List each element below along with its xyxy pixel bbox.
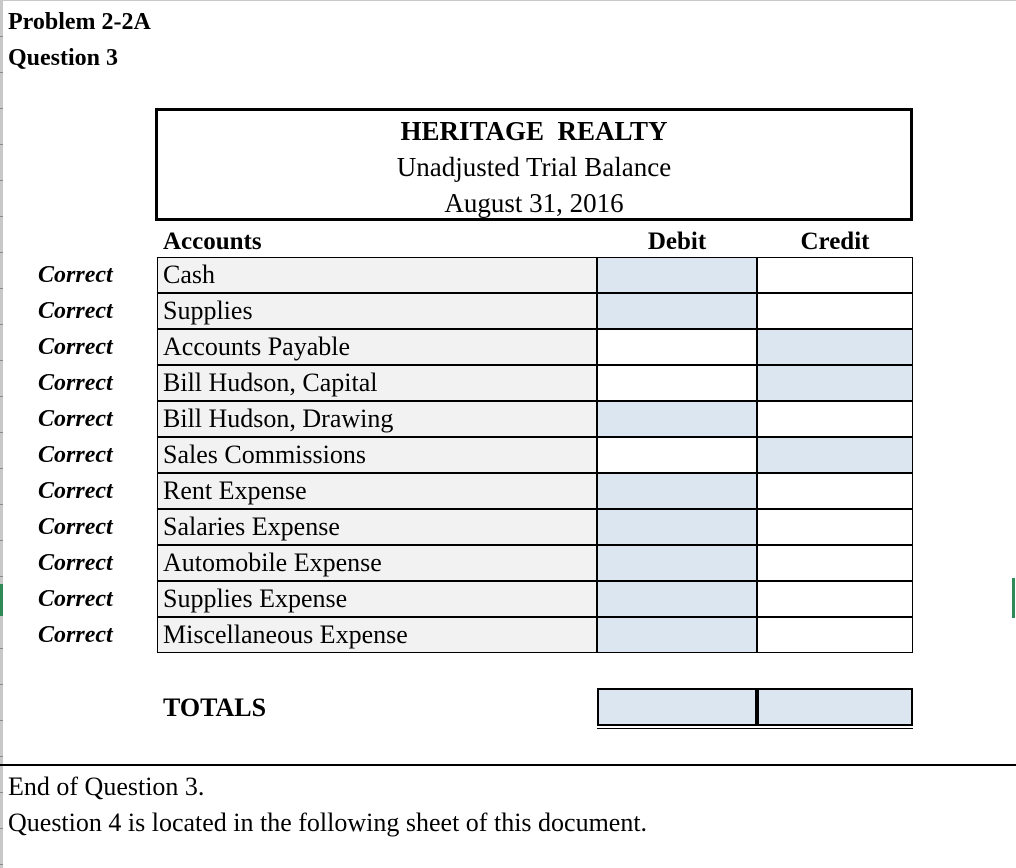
debit-column-header: Debit xyxy=(647,228,707,255)
totals-double-underline xyxy=(597,728,913,729)
statement-name: Unadjusted Trial Balance xyxy=(396,152,672,182)
row-status: Correct xyxy=(38,514,113,540)
sheet-left-border xyxy=(0,0,3,868)
account-name-cell: Cash xyxy=(157,257,597,293)
row-status: Correct xyxy=(38,406,113,432)
row-status: Correct xyxy=(38,298,113,324)
credit-input-cell[interactable] xyxy=(757,329,913,365)
debit-input-cell[interactable] xyxy=(597,617,757,653)
debit-input-cell[interactable] xyxy=(597,473,757,509)
row-gridline-tick xyxy=(0,648,3,649)
row-gridline-tick xyxy=(0,216,3,217)
accounts-column-header: Accounts xyxy=(163,228,262,255)
end-of-question-text: End of Question 3. xyxy=(8,772,205,801)
company-name: HERITAGE REALTY xyxy=(400,116,668,146)
account-name-cell: Supplies xyxy=(157,293,597,329)
credit-input-cell[interactable] xyxy=(757,473,913,509)
question-heading: Question 3 xyxy=(8,45,119,71)
debit-input-cell[interactable] xyxy=(597,509,757,545)
credit-input-cell[interactable] xyxy=(757,401,913,437)
row-gridline-tick xyxy=(0,144,3,145)
credit-input-cell[interactable] xyxy=(757,293,913,329)
row-gridline-tick xyxy=(0,108,3,109)
row-gridline-tick xyxy=(0,828,3,829)
credit-input-cell[interactable] xyxy=(757,545,913,581)
row-gridline-tick xyxy=(0,72,3,73)
row-gridline-tick xyxy=(0,180,3,181)
account-name-cell: Accounts Payable xyxy=(157,329,597,365)
account-name-cell: Salaries Expense xyxy=(157,509,597,545)
debit-input-cell[interactable] xyxy=(597,365,757,401)
account-name-cell: Automobile Expense xyxy=(157,545,597,581)
row-gridline-tick xyxy=(0,576,3,577)
account-name-cell: Sales Commissions xyxy=(157,437,597,473)
credit-input-cell[interactable] xyxy=(757,257,913,293)
debit-input-cell[interactable] xyxy=(597,437,757,473)
problem-heading: Problem 2-2A xyxy=(8,9,151,35)
next-question-note: Question 4 is located in the following sheet of this document. xyxy=(8,808,648,837)
selection-marker-left xyxy=(0,584,3,616)
row-gridline-tick xyxy=(0,324,3,325)
statement-date: August 31, 2016 xyxy=(444,188,624,218)
row-gridline-tick xyxy=(0,396,3,397)
account-name-cell: Miscellaneous Expense xyxy=(157,617,597,653)
row-gridline-tick xyxy=(0,540,3,541)
row-gridline-tick xyxy=(0,288,3,289)
debit-input-cell[interactable] xyxy=(597,545,757,581)
debit-input-cell[interactable] xyxy=(597,329,757,365)
debit-input-cell[interactable] xyxy=(597,581,757,617)
row-gridline-tick xyxy=(0,360,3,361)
row-status: Correct xyxy=(38,370,113,396)
row-gridline-tick xyxy=(0,432,3,433)
credit-input-cell[interactable] xyxy=(757,581,913,617)
section-separator xyxy=(0,764,1016,766)
row-gridline-tick xyxy=(0,252,3,253)
debit-input-cell[interactable] xyxy=(597,401,757,437)
account-name-cell: Bill Hudson, Drawing xyxy=(157,401,597,437)
statement-title-box xyxy=(155,108,913,221)
credit-input-cell[interactable] xyxy=(757,365,913,401)
account-name-cell: Bill Hudson, Capital xyxy=(157,365,597,401)
row-gridline-tick xyxy=(0,36,3,37)
row-status: Correct xyxy=(38,334,113,360)
total-credit-cell[interactable] xyxy=(757,688,913,726)
credit-input-cell[interactable] xyxy=(757,617,913,653)
total-debit-cell[interactable] xyxy=(597,688,757,726)
row-gridline-tick xyxy=(0,864,3,865)
row-gridline-tick xyxy=(0,792,3,793)
credit-input-cell[interactable] xyxy=(757,437,913,473)
totals-label: TOTALS xyxy=(163,693,267,722)
selection-marker-right xyxy=(1012,578,1015,618)
row-status: Correct xyxy=(38,442,113,468)
debit-input-cell[interactable] xyxy=(597,293,757,329)
credit-column-header: Credit xyxy=(800,228,870,255)
row-gridline-tick xyxy=(0,720,3,721)
row-status: Correct xyxy=(38,586,113,612)
row-gridline-tick xyxy=(0,756,3,757)
row-gridline-tick xyxy=(0,504,3,505)
account-name-cell: Rent Expense xyxy=(157,473,597,509)
sheet-top-border xyxy=(0,0,1016,1)
row-status: Correct xyxy=(38,262,113,288)
account-name-cell: Supplies Expense xyxy=(157,581,597,617)
row-gridline-tick xyxy=(0,468,3,469)
row-gridline-tick xyxy=(0,684,3,685)
row-status: Correct xyxy=(38,478,113,504)
debit-input-cell[interactable] xyxy=(597,257,757,293)
row-status: Correct xyxy=(38,622,113,648)
credit-input-cell[interactable] xyxy=(757,509,913,545)
row-status: Correct xyxy=(38,550,113,576)
